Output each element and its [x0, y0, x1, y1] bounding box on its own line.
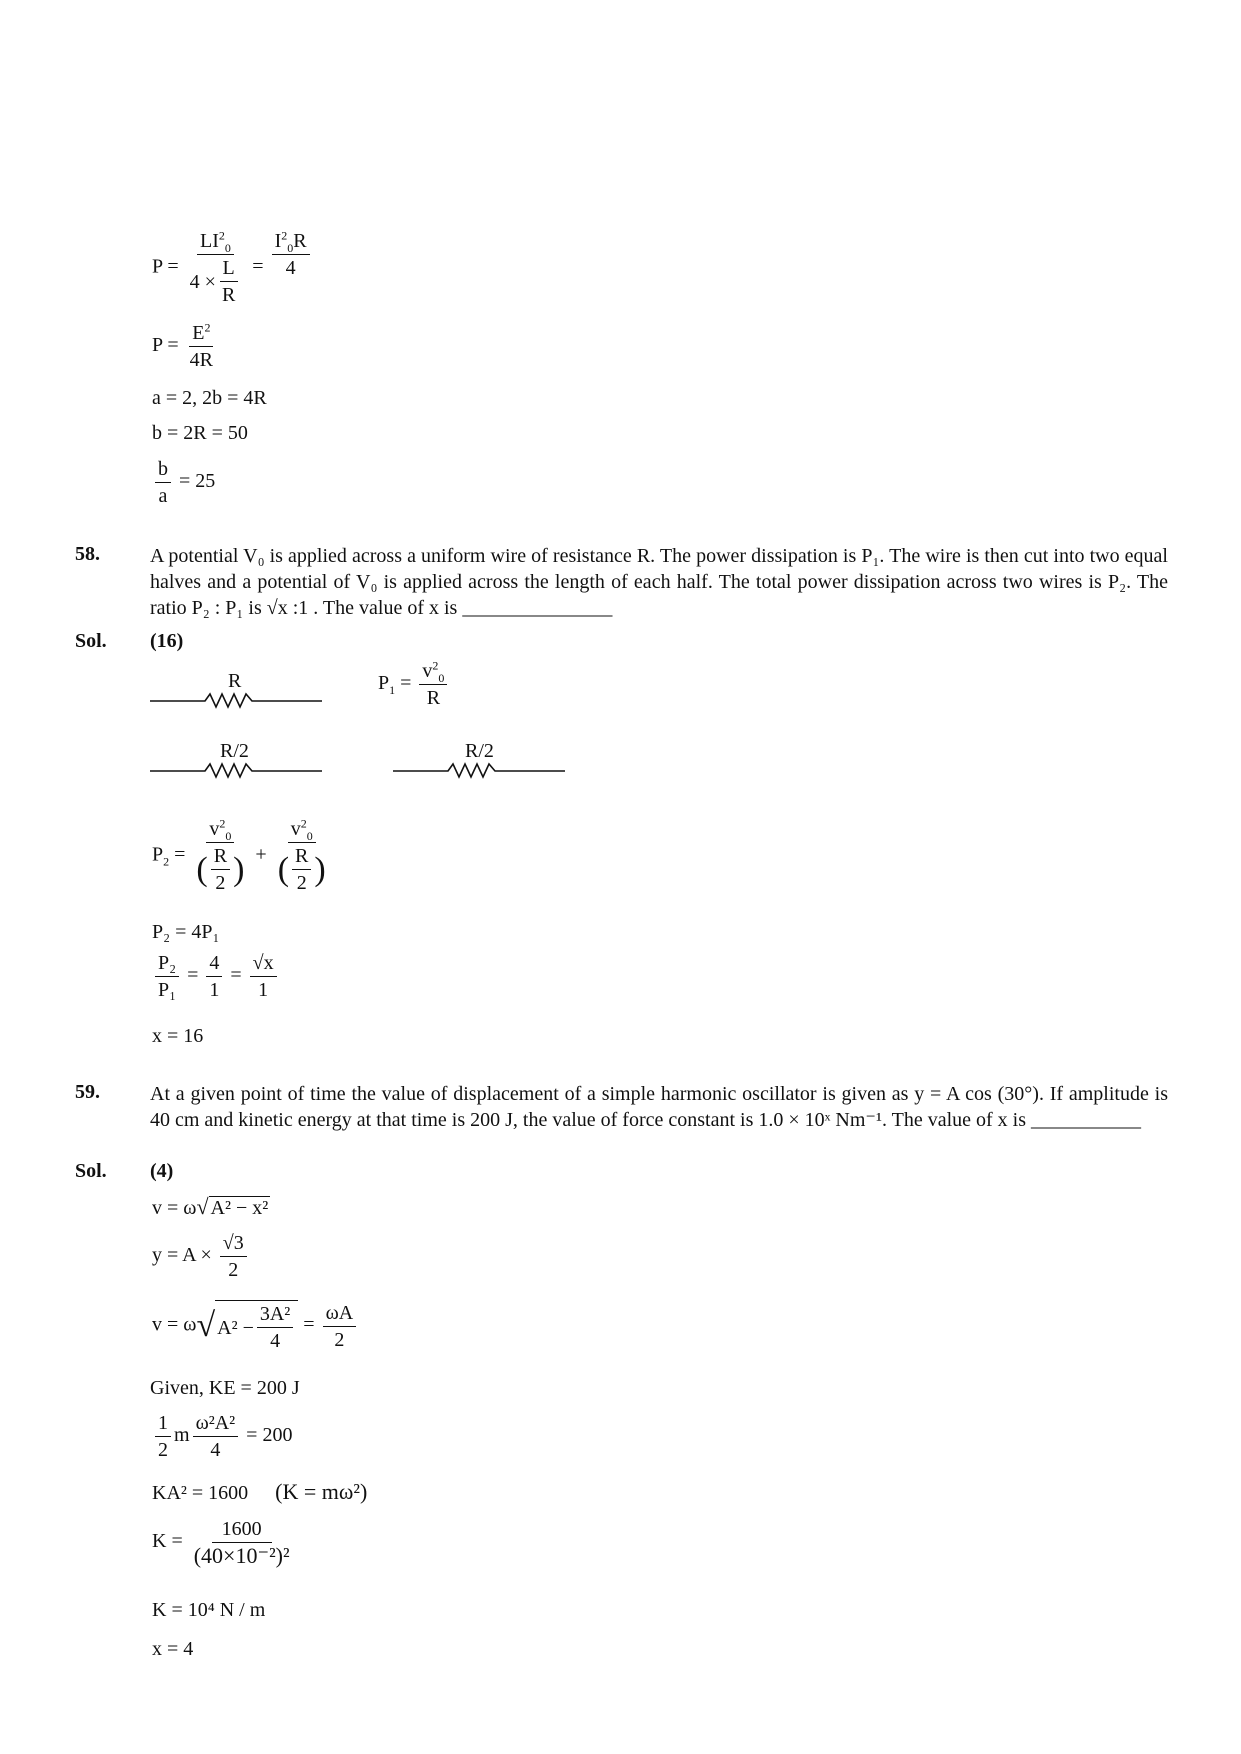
superscript: 2: [281, 228, 288, 243]
radicand: A² − x²: [210, 1197, 269, 1219]
q59-eq-4: Given, KE = 200 J: [150, 1377, 300, 1399]
radical-sign: √: [196, 1307, 216, 1344]
subscript: 0: [287, 241, 294, 255]
radical-sign: √: [196, 1194, 209, 1219]
equals-sign: =: [252, 255, 264, 278]
solution-label: Sol.: [75, 1160, 107, 1182]
fraction: [419, 660, 447, 709]
fraction: [250, 952, 277, 1001]
numerator: v: [290, 818, 301, 840]
numerator: ω²A²: [193, 1412, 239, 1437]
inner-fraction: [219, 257, 238, 306]
plus-sign: +: [255, 843, 267, 866]
numerator: P₂: [155, 952, 179, 977]
inner-denominator: 2: [215, 872, 226, 894]
carry-eq-2: [152, 322, 219, 371]
carry-eq-3: a = 2, 2b = 4R: [152, 387, 267, 409]
inner-numerator: L: [220, 257, 238, 282]
numerator: 1: [155, 1412, 171, 1437]
denominator: (40×10⁻²)²: [193, 1543, 290, 1568]
radicand: [215, 1300, 298, 1352]
eq-note: (K = mω²): [275, 1479, 368, 1504]
numerator: 3A²: [257, 1303, 293, 1328]
superscript: 2: [218, 228, 225, 243]
subscript: 0: [306, 829, 313, 843]
numerator: 4: [206, 952, 222, 977]
denominator: 4: [270, 1330, 281, 1352]
eq-lhs: P: [378, 672, 390, 695]
equals-sign: =: [400, 672, 412, 695]
denominator: R: [426, 687, 441, 709]
mass-symbol: m: [174, 1424, 190, 1447]
q59-eq-9: x = 4: [152, 1638, 194, 1660]
superscript: 2: [300, 816, 307, 831]
fraction: $v^2_0$ ( $\frac{R}{2}$ ): [277, 816, 326, 894]
resistor-label: R/2: [465, 740, 494, 762]
superscript: 2: [219, 816, 226, 831]
subscript: 0: [438, 671, 445, 685]
resistor-diagram: [150, 760, 322, 780]
p1-formula: [378, 660, 450, 709]
numerator: ωA: [323, 1302, 357, 1327]
denominator: 2: [334, 1328, 345, 1351]
carry-eq-5: [152, 458, 215, 507]
fraction: [187, 230, 245, 306]
equals-sign: =: [174, 843, 186, 866]
resistor-label: R/2: [220, 740, 249, 762]
inner-fraction: [211, 845, 230, 894]
denominator: 4: [285, 257, 296, 279]
numerator: √3: [220, 1232, 247, 1257]
superscript: 2: [204, 320, 211, 335]
q59-eq-1: [152, 1195, 270, 1220]
resistor-label: R: [228, 670, 242, 692]
equals-sign: =: [230, 964, 242, 987]
fraction: [187, 322, 216, 371]
subscript: 0: [224, 241, 231, 255]
numerator: I: [274, 230, 282, 252]
fraction: [257, 1303, 293, 1352]
p2-formula: [152, 818, 332, 894]
radicand-part: A² −: [217, 1316, 254, 1339]
q59-eq-5: [152, 1412, 292, 1461]
numerator: LI: [200, 230, 219, 252]
numerator: 1600: [212, 1518, 272, 1543]
subscript: 0: [225, 829, 232, 843]
numerator: b: [155, 458, 171, 483]
q59-eq-3: [152, 1300, 359, 1352]
denominator: 4R: [189, 349, 214, 371]
question-number: 58.: [75, 543, 100, 565]
denominator: P₁: [158, 979, 177, 1001]
fraction: [323, 1302, 357, 1351]
subscript: 1: [389, 683, 396, 698]
fraction: [272, 230, 310, 279]
eq-lhs: P: [152, 843, 164, 866]
fraction: $v^2_0$ ( $\frac{R}{2}$ ): [196, 816, 245, 894]
superscript: 2: [432, 658, 439, 673]
fraction: [206, 952, 222, 1001]
inner-denominator: 2: [296, 872, 307, 894]
eq-lhs: P =: [152, 255, 179, 278]
answer: (4): [150, 1160, 174, 1182]
inner-fraction: [292, 845, 311, 894]
fraction: [155, 458, 171, 507]
fraction: [155, 952, 179, 1001]
eq-lhs: y = A ×: [152, 1244, 212, 1267]
fraction: [191, 1518, 293, 1567]
question-number: 59.: [75, 1081, 100, 1103]
q59-eq-8: K = 10⁴ N / m: [152, 1599, 266, 1621]
denominator: a: [158, 485, 168, 507]
fraction: [220, 1232, 247, 1281]
numerator: √x: [250, 952, 277, 977]
numerator: v: [422, 660, 433, 682]
eq-rhs: = 25: [179, 470, 216, 493]
solution-label: Sol.: [75, 630, 107, 652]
equals-sign: =: [303, 1313, 315, 1336]
denominator-prefix: 4 ×: [189, 270, 216, 293]
inner-denominator: R: [221, 284, 236, 306]
question-text: At a given point of time the value of displacement of a simple harmonic oscillator is given as y = A cos (30°). If amplitude is 40 cm and kinetic energy at that time is 200 J, the value of force constant is 1.0 × 10ˣ Nm⁻¹. The value of x is ___________: [150, 1083, 1168, 1131]
resistor-diagram: [150, 690, 322, 710]
q59-eq-6: [152, 1480, 367, 1505]
denominator: 1: [258, 979, 269, 1001]
eq-lhs: K =: [152, 1530, 183, 1553]
resistor-diagram: [393, 760, 565, 780]
eq-lhs: v = ω: [152, 1313, 197, 1336]
denominator: 2: [158, 1439, 168, 1461]
q59-eq-2: [152, 1232, 250, 1281]
subscript: 2: [163, 854, 170, 869]
result: x = 16: [152, 1025, 204, 1047]
carry-eq-1: [152, 230, 313, 306]
fraction: [155, 1412, 171, 1461]
fraction: [193, 1412, 239, 1461]
equals-sign: =: [187, 964, 199, 987]
p2-result: P₂ = 4P₁: [152, 921, 220, 943]
denominator: 1: [209, 979, 220, 1001]
numerator: E: [192, 322, 205, 344]
eq-lhs: v = ω: [152, 1197, 197, 1219]
inner-numerator: R: [292, 845, 311, 870]
eq-rhs: = 200: [246, 1424, 293, 1447]
ratio-eq: [152, 952, 280, 1001]
inner-numerator: R: [211, 845, 230, 870]
denominator: 2: [228, 1259, 239, 1281]
eq-lhs: P =: [152, 334, 179, 357]
carry-eq-4: b = 2R = 50: [152, 422, 248, 444]
eq-main: KA² = 1600: [152, 1482, 249, 1504]
numerator-suffix: R: [293, 230, 307, 252]
answer: (16): [150, 630, 184, 652]
question-text: A potential V₀ is applied across a uniform wire of resistance R. The power dissipation is P₁. The wire is then cut into two equal halves and a potential of V₀ is applied across the length of each half. The total power dissipation across two wires is P₂. The ratio P₂ : P₁ is √x :1 . The value of x is _______________: [150, 545, 1168, 619]
numerator: v: [209, 818, 220, 840]
q59-eq-7: [152, 1518, 296, 1567]
denominator: 4: [210, 1439, 221, 1461]
